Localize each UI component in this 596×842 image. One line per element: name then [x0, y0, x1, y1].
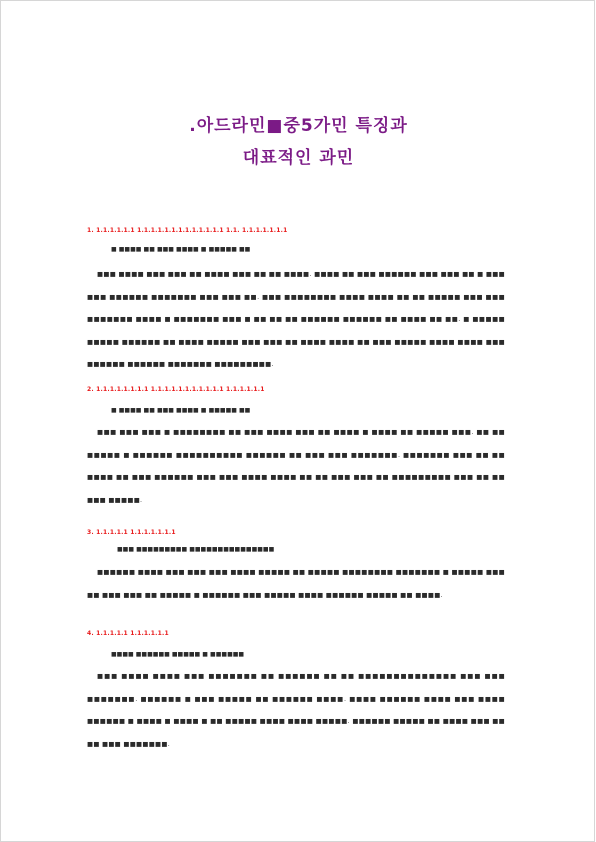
section-heading-2: 2. 1.1.1.1.1.1.1.1 1.1.1.1.1.1.1.1.1.1.1 1.1.1.1.1.1	[87, 386, 265, 393]
document-title-line2: 대표적인 과민	[242, 148, 355, 168]
section-body-2: ■■■ ■■■ ■■■ ■ ■■■■■■■■ ■■ ■■■ ■■■■ ■■■ ■■ ■■■■ ■ ■■■■ ■■ ■■■■■ ■■■. ■■ ■■ ■■■■■ ■ ■■■■■■ ■■■■■■■■■■ ■■■■■■ ■■ ■■■ ■■■ ■■■■■■■. ■■■■■■■ ■■■ ■■ ■■ ■■■■ ■■ ■■■ ■■■■■■ ■■■ ■■■ ■■■■ ■■■■ ■■ ■■ ■■■ ■■■ ■■ ■■■■■■■■■ ■■■ ■■ ■■ ■■■ ■■■■■.	[87, 428, 505, 504]
section-subheading-3: ■■■ ■■■■■■■■■ ■■■■■■■■■■■■■■■	[117, 546, 275, 553]
section-body-3: ■■■■■■ ■■■■ ■■■ ■■■ ■■■ ■■■■ ■■■■■ ■■ ■■■■■ ■■■■■■■■ ■■■■■■■ ■ ■■■■■ ■■■ ■■ ■■■ ■■■ ■■ ■■■■■ ■ ■■■■■■ ■■■ ■■■■■ ■■■■ ■■■■■■ ■■■■■ ■■ ■■■■.	[87, 568, 505, 599]
section-heading-1: 1. 1.1.1.1.1.1 1.1.1.1.1.1.1.1.1.1.1.1.1 1.1. 1.1.1.1.1.1.1	[87, 227, 288, 234]
section-body-4: ■■■ ■■■■ ■■■■ ■■■ ■■■■■■■ ■■ ■■■■■■ ■■ ■■ ■■■■■■■■■■■■■■ ■■■ ■■■ ■■■■■■■. ■■■■■■ ■ ■■■ ■■■■■ ■■ ■■■■■■ ■■■■. ■■■■ ■■■■■■ ■■■■ ■■■ ■■■■ ■■■■■■ ■ ■■■■ ■ ■■■■ ■ ■■ ■■■■■ ■■■■ ■■■■ ■■■■■. ■■■■■■ ■■■■■ ■■ ■■■■ ■■■ ■■ ■■ ■■■ ■■■■■■■.	[87, 672, 505, 748]
section-heading-3: 3. 1.1.1.1.1 1.1.1.1.1.1.1	[87, 529, 176, 536]
section-body-1: ■■■ ■■■■ ■■■ ■■■ ■■ ■■■■ ■■■ ■■ ■■ ■■■■. ■■■■ ■■ ■■■ ■■■■■■ ■■■ ■■■ ■■ ■ ■■■ ■■■ ■■■■■■ ■■■■■■■ ■■■ ■■■ ■■. ■■■ ■■■■■■■■ ■■■■ ■■■■ ■■ ■■ ■■■■■ ■■■ ■■■ ■■■■■■■ ■■■■ ■ ■■■■■■■ ■■■ ■ ■■ ■■ ■■ ■■■■■■ ■■■■■■ ■■ ■■■■ ■■ ■■. ■ ■■■■■ ■■■■■ ■■■■■■ ■■ ■■■■ ■■■■■ ■■■ ■■■ ■■ ■■■■ ■■■■ ■■ ■■■ ■■■■■ ■■■■ ■■■■ ■■■ ■■■■■■ ■■■■■■ ■■■■■■■ ■■■■■■■■■.	[87, 270, 505, 368]
section-subheading-2: ■ ■■■■ ■■ ■■■ ■■■■ ■ ■■■■■ ■■	[111, 407, 251, 414]
section-heading-4: 4. 1.1.1.1.1 1.1.1.1.1.1	[87, 630, 169, 637]
section-subheading-4: ■■■■ ■■■■■■ ■■■■■ ■ ■■■■■■	[111, 651, 245, 658]
document-title-line1: .아드라민■중5가민 특징과	[189, 116, 408, 136]
section-subheading-1: ■ ■■■■ ■■ ■■■ ■■■■ ■ ■■■■■ ■■	[111, 246, 251, 253]
